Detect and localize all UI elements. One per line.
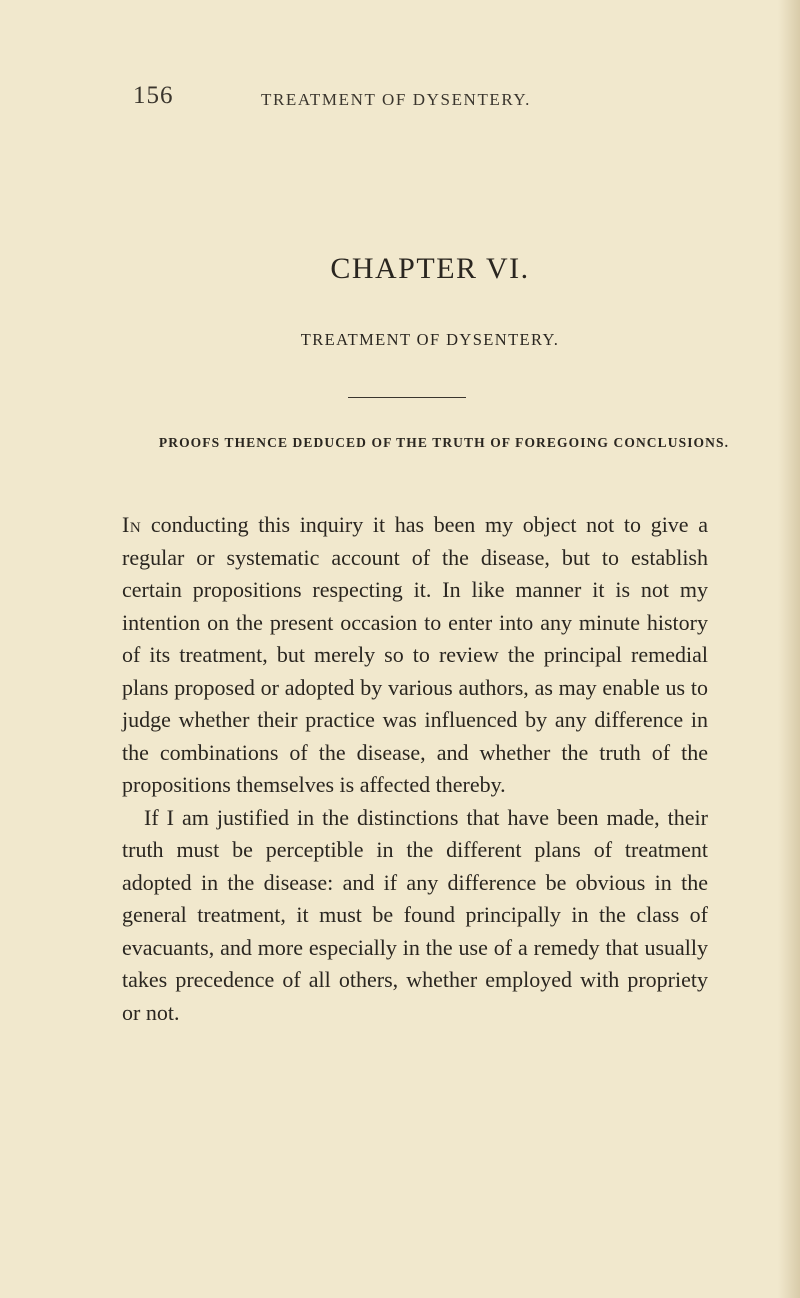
divider-rule <box>348 397 466 398</box>
page-number: 156 <box>133 82 174 109</box>
chapter-heading: CHAPTER VI. <box>330 252 530 285</box>
running-head <box>133 82 773 118</box>
paragraph-1-text: conducting this inquiry it has been my object not to give a regular or systematic account of the disease, but to establish certain propositions respecting it. In like manner it is not my intention on the present occasion to enter into any minute history of its treatment, but merely so to review the principal remedial plans proposed or adopted by various authors, as may enable us to judge whether their practice was influenced by any difference in the combinations of the disease, and whether the truth of the propositions themselves is affected thereby. <box>122 512 708 797</box>
chapter-subtitle: TREATMENT OF DYSENTERY. <box>300 330 560 349</box>
page-edge-shadow <box>778 0 800 1298</box>
running-title: TREATMENT OF DYSENTERY. <box>261 90 531 109</box>
paragraph-1 <box>122 509 708 802</box>
section-heading: PROOFS THENCE DEDUCED OF THE TRUTH OF FOREGOING CONCLUSIONS. <box>158 435 730 450</box>
body-text <box>122 509 708 1029</box>
paragraph-1-lead: In <box>122 512 142 537</box>
paragraph-2: If I am justified in the distinctions that have been made, their truth must be perceptible in the different plans of treatment adopted in the disease: and if any difference be obvious in the general treatment, it must be found principally in the class of evacuants, and more especially in the use of a remedy that usually takes precedence of all others, whether employed with propriety or not. <box>122 804 708 1025</box>
